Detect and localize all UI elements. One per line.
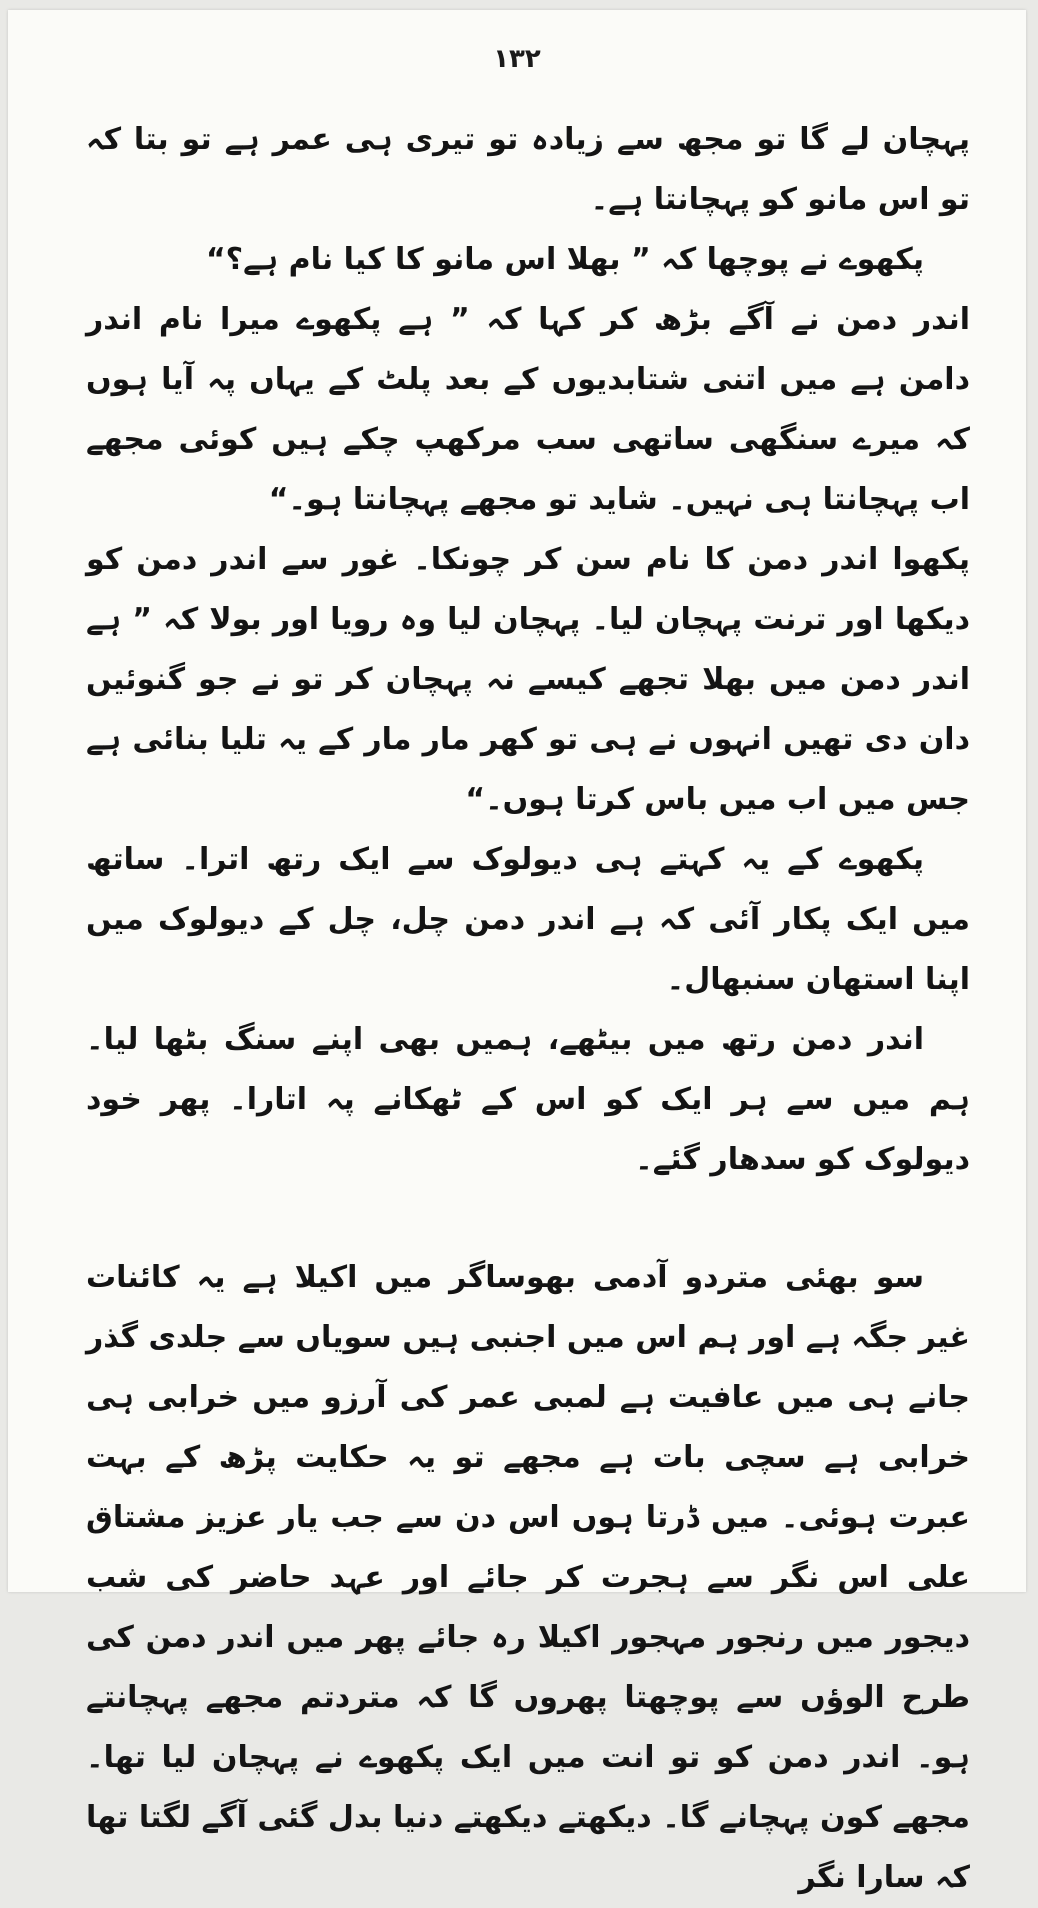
paragraph: اندر دمن رتھ میں بیٹھے، ہمیں بھی اپنے سنگ بٹھا لیا۔ ہم میں سے ہر ایک کو اس کے ٹھکانے پہ اتارا۔ پھر خود دیولوک کو سدھار گئے۔ [86, 1022, 970, 1177]
paragraph: پکھوے نے پوچھا کہ ” بھلا اس مانو کا کیا نام ہے؟“ [205, 242, 924, 277]
paragraph: پکھوا اندر دمن کا نام سن کر چونکا۔ غور سے اندر دمن کو دیکھا اور ترنت پہچان لیا۔ پہچان لیا وہ رویا اور بولا کہ ” ہے اندر دمن میں بھلا تجھے کیسے نہ پہچان کر تو نے جو گنوئیں دان دی تھیں انہوں نے ہی تو کھر مار مار کے یہ تلیا بنائی ہے جس میں اب میں باس کرتا ہوں۔“ [86, 542, 970, 817]
paragraph: سو بھئی متردو آدمی بھوساگر میں اکیلا ہے یہ کائنات غیر جگہ ہے اور ہم اس میں اجنبی ہیں سویاں سے جلدی گذر جانے ہی میں عافیت ہے لمبی عمر کی آرزو میں خرابی ہی خرابی ہے سچی بات ہے مجھے تو یہ حکایت پڑھ کے بہت عبرت ہوئی۔ میں ڈرتا ہوں اس دن سے جب یار عزیز مشتاق علی اس نگر سے ہجرت کر جائے اور عہد حاضر کی شب دیجور میں رنجور مہجور اکیلا رہ جائے پھر میں اندر دمن کی طرح الوؤں سے پوچھتا پھروں گا کہ متردتم مجھے پہچانتے ہو۔ اندر دمن کو تو انت میں ایک پکھوے نے پہچان لیا تھا۔ مجھے کون پہچانے گا۔ دیکھتے دیکھتے دنیا بدل گئی آگے لگتا تھا کہ سارا نگر [86, 1260, 970, 1895]
paragraph: پکھوے کے یہ کہتے ہی دیولوک سے ایک رتھ اترا۔ ساتھ میں ایک پکار آئی کہ ہے اندر دمن چل، چل کے دیولوک میں اپنا استھان سنبھال۔ [86, 842, 970, 997]
book-page [8, 10, 1026, 1895]
page-body [86, 110, 970, 1908]
paragraph: پہچان لے گا تو مجھ سے زیادہ تو تیری ہی عمر ہے تو بتا کہ تو اس مانو کو پہچانتا ہے۔ [86, 122, 970, 217]
paragraph: اندر دمن نے آگے بڑھ کر کہا کہ ” ہے پکھوے میرا نام اندر دامن ہے میں اتنی شتابدیوں کے بعد پلٹ کے یہاں پہ آیا ہوں کہ میرے سنگھی ساتھی سب مرکھپ چکے ہیں کوئی مجھے اب پہچانتا ہی نہیں۔ شاید تو مجھے پہچانتا ہو۔“ [86, 302, 970, 517]
page-number: ۱۳۲ [493, 44, 541, 74]
